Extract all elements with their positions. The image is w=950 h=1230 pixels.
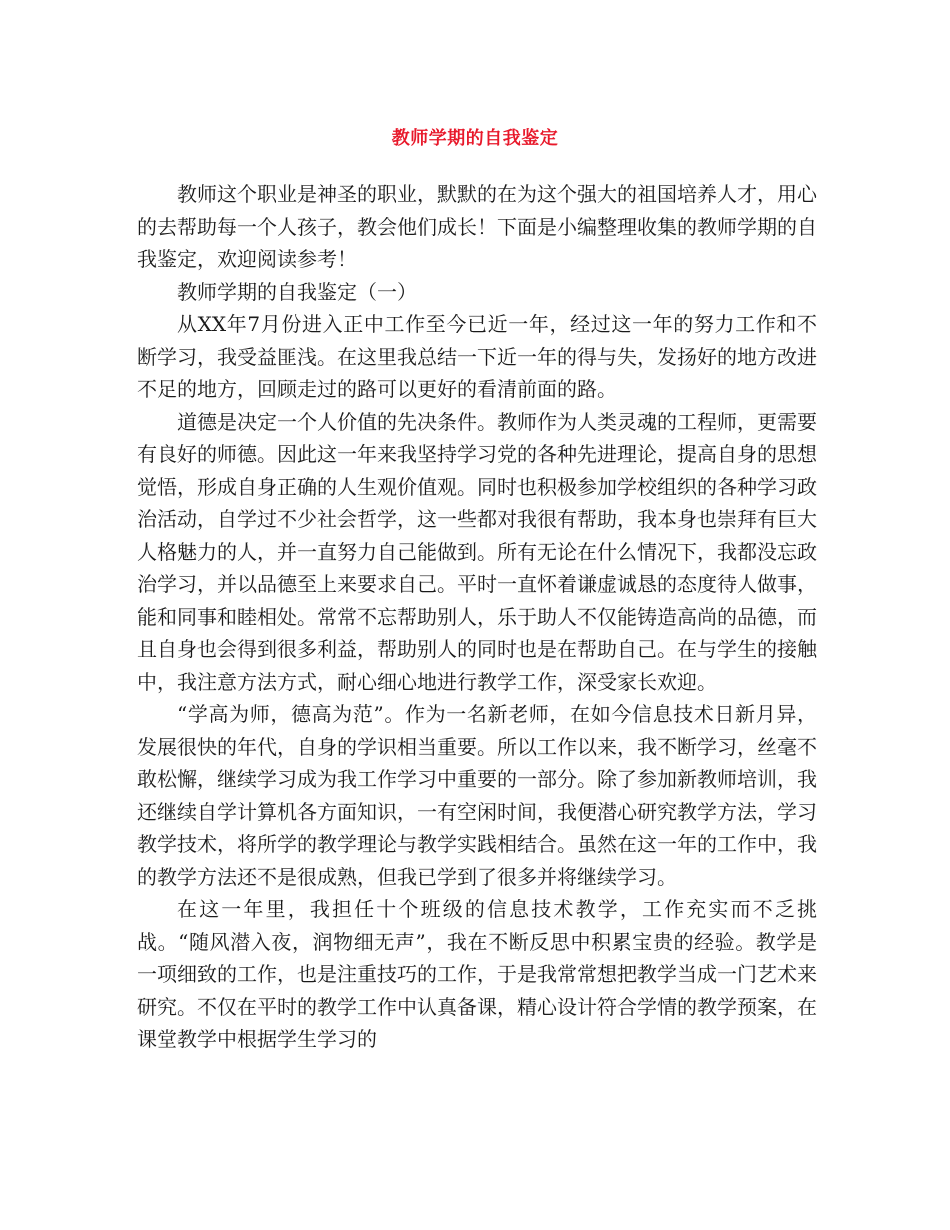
paragraph-learning: “学高为师，德高为范”。作为一名新老师，在如今信息技术日新月异，发展很快的年代，自身的学识相当重要。所以工作以来，我不断学习，丝毫不敢松懈，继续学习成为我工作学习中重要的一部分。除了参加新教师培训，我还继续自学计算机各方面知识，一有空闲时间，我便潜心研究教学方法，学习教学技术，将所学的教学理论与教学实践相结合。虽然在这一年的工作中，我的教学方法还不是很成熟，但我已学到了很多并将继续学习。 [137,702,817,889]
document-title: 教师学期的自我鉴定 [391,128,559,149]
document-body [137,178,817,1056]
paragraph-intro: 教师这个职业是神圣的职业，默默的在为这个强大的祖国培养人才，用心的去帮助每一个人孩子，教会他们成长！下面是小编整理收集的教师学期的自我鉴定，欢迎阅读参考！ [137,182,817,271]
section-heading: 教师学期的自我鉴定（一） [177,279,417,304]
paragraph-teaching: 在这一年里，我担任十个班级的信息技术教学，工作充实而不乏挑战。“随风潜入夜，润物细无声”，我在不断反思中积累宝贵的经验。教学是一项细致的工作，也是注重技巧的工作，于是我常常想把教学当成一门艺术来研究。不仅在平时的教学工作中认真备课，精心设计符合学情的教学预案，在课堂教学中根据学生学习的 [137,897,817,1051]
paragraph-ethics: 道德是决定一个人价值的先决条件。教师作为人类灵魂的工程师，更需要有良好的师德。因此这一年来我坚持学习党的各种先进理论，提高自身的思想觉悟，形成自身正确的人生观价值观。同时也积极参加学校组织的各种学习政治活动，自学过不少社会哲学，这一些都对我很有帮助，我本身也崇拜有巨大人格魅力的人，并一直努力自己能做到。所有无论在什么情况下，我都没忘政治学习，并以品德至上来要求自己。平时一直怀着谦虚诚恳的态度待人做事，能和同事和睦相处。常常不忘帮助别人，乐于助人不仅能铸造高尚的品德，而且自身也会得到很多利益，帮助别人的同时也是在帮助自己。在与学生的接触中，我注意方法方式，耐心细心地进行教学工作，深受家长欢迎。 [137,409,817,694]
paragraph-opening: 从XX年7月份进入正中工作至今已近一年，经过这一年的努力工作和不断学习，我受益匪浅。在这里我总结一下近一年的得与失，发扬好的地方改进不足的地方，回顾走过的路可以更好的看清前面的路。 [137,312,817,401]
